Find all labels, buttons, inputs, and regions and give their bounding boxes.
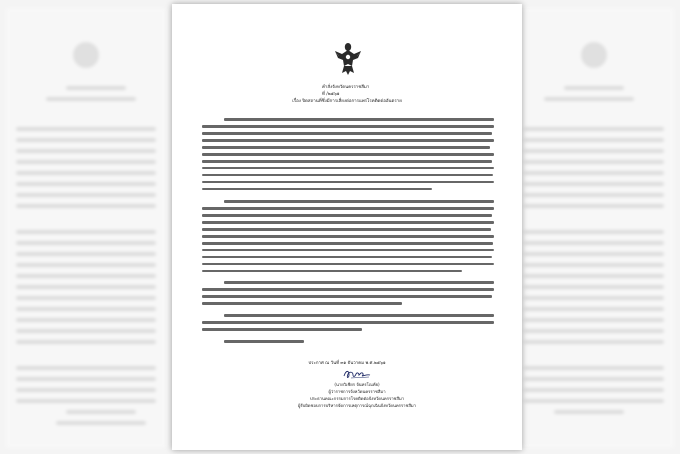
document-page <box>172 4 522 450</box>
order-number: ที่ /๒๕๖๑ <box>322 92 340 97</box>
order-subject: เรื่อง ปิดสถานที่ซึ่งมีการเสี่ยงต่อการแพร่โรคติดต่ออันตราย <box>292 99 402 104</box>
body-paragraph-1 <box>202 118 494 195</box>
background-emblem <box>581 42 607 68</box>
issuing-agency: คำสั่งจังหวัดนครราชสีมา <box>322 85 370 90</box>
body-paragraph-4 <box>202 314 494 335</box>
closing-line <box>202 340 494 347</box>
issue-date: ประกาศ ณ วันที่ ๓๑ ธันวาคม พ.ศ.๒๕๖๑ <box>308 361 386 366</box>
signer-title: ผู้ว่าราชการจังหวัดนครราชสีมา <box>328 389 386 394</box>
signer-role-2: ผู้รับผิดชอบการบริหารจัดการเหตุการณ์ฉุกเฉินจังหวัดนครราชสีมา <box>297 403 417 408</box>
background-page-right <box>514 8 674 448</box>
body-paragraph-3 <box>202 281 494 309</box>
background-page-left <box>6 8 166 448</box>
background-emblem <box>73 42 99 68</box>
handwritten-signature <box>342 369 372 380</box>
garuda-emblem-icon <box>334 40 362 76</box>
signer-role-1: ประธานคณะกรรมการโรคติดต่อจังหวัดนครราชสีมา <box>309 396 405 401</box>
signer-name: (นายวิเชียร จันทรโณทัย) <box>334 382 380 387</box>
body-paragraph-2 <box>202 200 494 277</box>
